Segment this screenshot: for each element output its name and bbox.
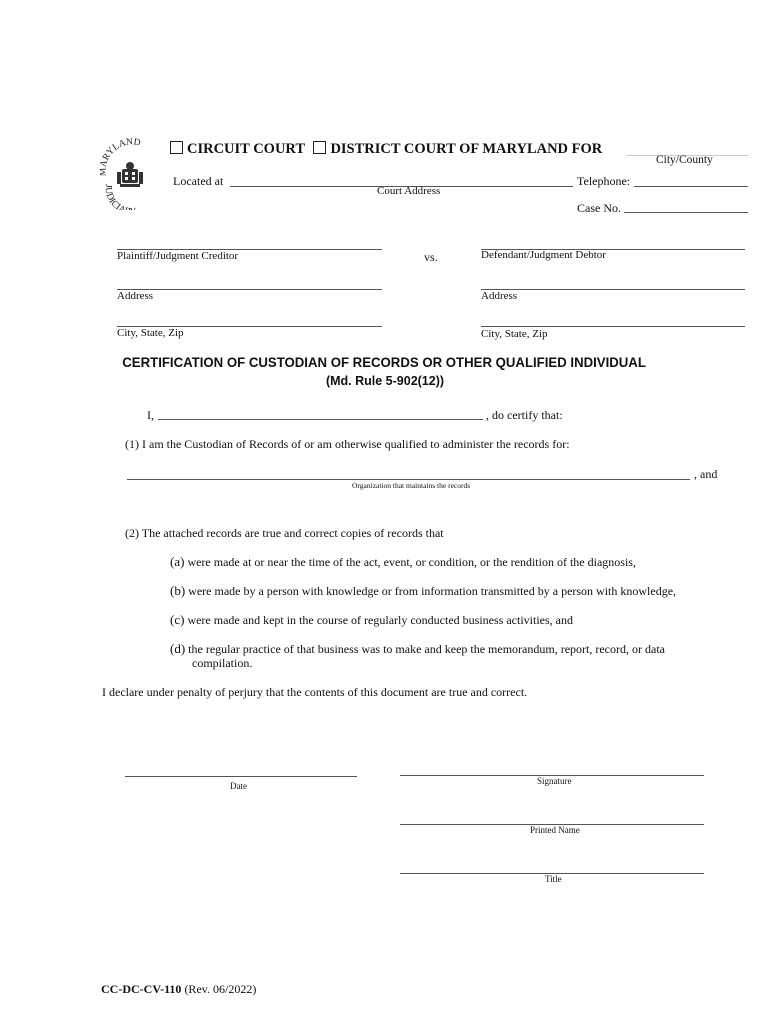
subitem-a-letter: (a)	[170, 554, 185, 569]
subitem-b	[170, 583, 676, 599]
seal-bottom-text: JUDICI	[102, 183, 122, 210]
subitem-c-text: were made and kept in the course of regularly conducted business activities, and	[187, 613, 573, 627]
subitem-b-text: were made by a person with knowledge or from information transmitted by a person with knowledge,	[188, 584, 677, 598]
organization-label: Organization that maintains the records	[352, 481, 471, 490]
circuit-court-label: CIRCUIT COURT	[187, 141, 305, 157]
plaintiff-city-label: City, State, Zip	[117, 327, 184, 339]
certify-suffix: , do certify that:	[486, 408, 563, 422]
subitem-d-continuation: compilation.	[192, 656, 253, 670]
date-label: Date	[230, 781, 247, 791]
date-field[interactable]	[125, 776, 357, 777]
signature-label: Signature	[537, 776, 572, 786]
circuit-court-checkbox[interactable]	[170, 141, 183, 154]
defendant-city-field[interactable]	[481, 326, 745, 327]
court-address-label: Court Address	[377, 185, 441, 197]
telephone-label: Telephone:	[577, 174, 631, 188]
subitem-d-letter: (d)	[170, 641, 186, 656]
subitem-d	[170, 641, 665, 657]
form-number: CC-DC-CV-110	[101, 982, 182, 996]
plaintiff-address-field[interactable]	[117, 289, 382, 290]
defendant-address-label: Address	[481, 290, 518, 302]
subitem-b-letter: (b)	[170, 583, 186, 598]
plaintiff-label: Plaintiff/Judgment Creditor	[117, 250, 239, 262]
printed-name-label: Printed Name	[530, 825, 580, 835]
maryland-judiciary-seal	[100, 136, 162, 210]
item-2-text: (2) The attached records are true and correct copies of records that	[125, 526, 444, 540]
document-title: CERTIFICATION OF CUSTODIAN OF RECORDS OR OTHER QUALIFIED INDIVIDUAL	[122, 355, 646, 371]
form-footer	[101, 982, 256, 997]
district-court-label: DISTRICT COURT OF MARYLAND FOR	[330, 141, 603, 157]
organization-field[interactable]	[127, 479, 690, 480]
case-no-label: Case No.	[577, 201, 621, 215]
rule-reference: (Md. Rule 5-902(12))	[325, 374, 445, 388]
svg-text:JUDICIARY	[102, 184, 136, 210]
located-at-label: Located at	[173, 174, 224, 188]
certifier-name-field[interactable]	[158, 419, 483, 420]
defendant-city-label: City, State, Zip	[481, 328, 548, 340]
defendant-label: Defendant/Judgment Debtor	[481, 249, 606, 261]
certify-prefix: I,	[147, 408, 154, 422]
subitem-c	[170, 612, 573, 628]
court-heading	[170, 141, 602, 158]
defendant-address-field[interactable]	[481, 289, 745, 290]
title-label: Title	[545, 874, 562, 884]
organization-suffix: , and	[694, 467, 718, 481]
case-no-field[interactable]	[624, 212, 748, 213]
telephone-field[interactable]	[634, 186, 748, 187]
form-revision: (Rev. 06/2022)	[184, 982, 257, 996]
seal-top-text: RYLAND	[101, 137, 142, 163]
declaration-text: I declare under penalty of perjury that the contents of this document are true and correct.	[102, 685, 528, 699]
item-1-text: (1) I am the Custodian of Records of or am otherwise qualified to administer the records for:	[125, 437, 570, 451]
plaintiff-address-label: Address	[117, 290, 154, 302]
subitem-d-text: the regular practice of that business was to make and keep the memorandum, report, record, or data	[188, 642, 665, 656]
district-court-checkbox[interactable]	[313, 141, 326, 154]
city-county-label: City/County	[656, 154, 713, 166]
subitem-c-letter: (c)	[170, 612, 185, 627]
subitem-a-text: were made at or near the time of the act, event, or condition, or the rendition of the diagnosis,	[187, 555, 636, 569]
subitem-a	[170, 554, 636, 570]
vs-label: vs.	[424, 250, 438, 264]
